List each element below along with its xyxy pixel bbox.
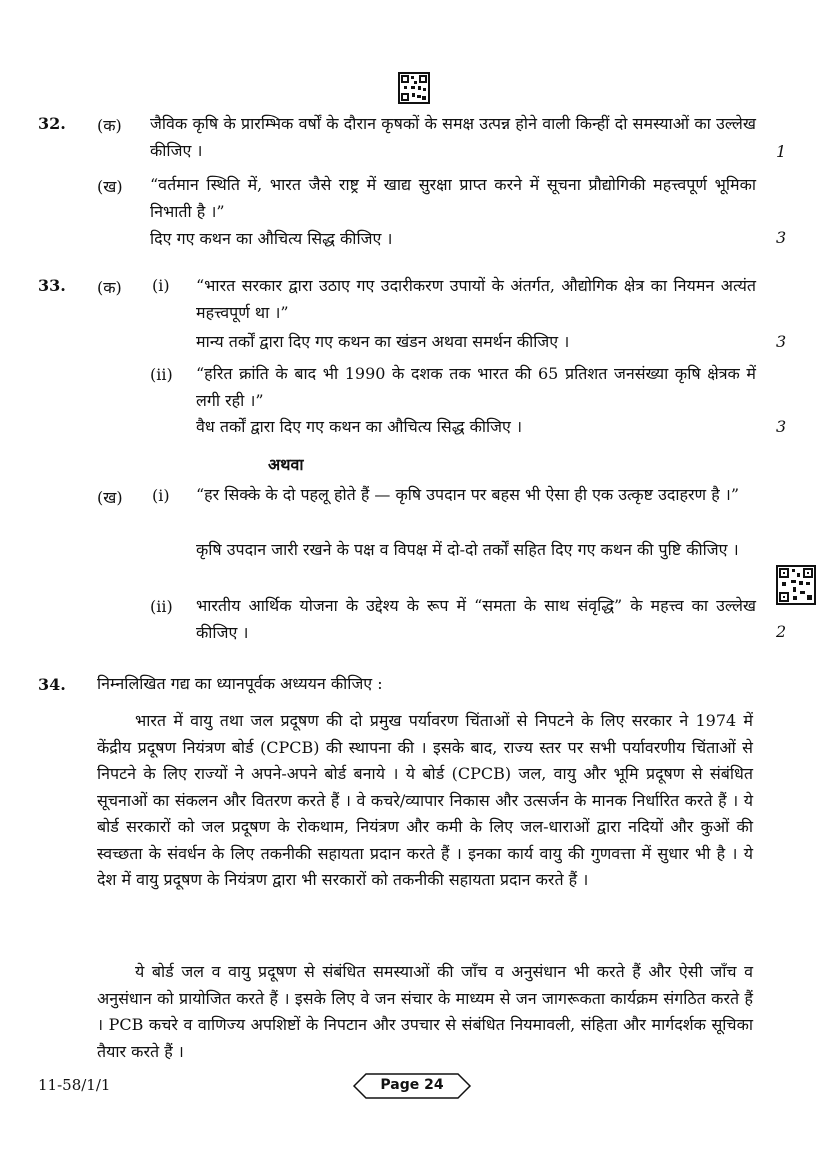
q33-a-i-quote: “भारत सरकार द्वारा उठाए गए उदारीकरण उपायों के अंतर्गत, औद्योगिक क्षेत्र का नियमन अत्यंत महत्त्वपूर्ण था ।” <box>196 276 756 322</box>
q34-paragraph-2: ये बोर्ड जल व वायु प्रदूषण से संबंधित समस्याओं की जाँच व अनुसंधान भी करते हैं और ऐसी जाँच व अनुसंधान को प्रायोजित करते हैं । इसके लिए वे जन संचार के माध्यम से जन जागरूकता कार्यक्रम संगठित करते हैं । PCB कचरे व वाणिज्य अपशिष्टों के निपटान और उपचार से संबंधित नियमावली, संहिता और मार्गदर्शक सूचिका तैयार करते हैं । <box>97 962 753 1061</box>
question-number-34: 34. <box>38 675 66 694</box>
page-number-badge <box>352 1072 472 1100</box>
q33-a-i-instruction: मान्य तर्कों द्वारा दिए गए कथन का खंडन अथवा समर्थन कीजिए । <box>196 332 570 351</box>
q33-a-ii-label: (ii) <box>150 365 173 384</box>
qr-code-top <box>398 72 430 104</box>
q33-a-ii-instruction: वैध तर्कों द्वारा दिए गए कथन का औचित्य सिद्ध कीजिए । <box>196 417 523 436</box>
q32-a-text: जैविक कृषि के प्रारम्भिक वर्षों के दौरान कृषकों के समक्ष उत्पन्न होने वाली किन्हीं दो समस्याओं का उल्लेख कीजिए । <box>150 114 756 160</box>
q33-b-ii-marks: 2 <box>776 622 787 641</box>
q33-b-i-instruction: कृषि उपदान जारी रखने के पक्ष व विपक्ष में दो-दो तर्कों सहित दिए गए कथन की पुष्टि कीजिए । <box>196 540 739 559</box>
q32-b-instruction: दिए गए कथन का औचित्य सिद्ध कीजिए । <box>150 229 393 248</box>
question-number-32: 32. <box>38 114 66 133</box>
page-number: Page 24 <box>380 1077 444 1093</box>
qr-code-side <box>776 565 816 605</box>
or-label: अथवा <box>268 455 304 474</box>
q33-a-label: (क) <box>97 278 122 297</box>
q33-a-ii-marks: 3 <box>776 417 787 436</box>
q34-intro: निम्नलिखित गद्य का ध्यानपूर्वक अध्ययन कीजिए : <box>97 674 383 693</box>
q32-b-marks: 3 <box>776 228 787 247</box>
q33-a-i-marks: 3 <box>776 332 787 351</box>
q33-a-ii-quote: “हरित क्रांति के बाद भी 1990 के दशक तक भारत की 65 प्रतिशत जनसंख्या कृषि क्षेत्रक में लगी रही ।” <box>196 364 756 410</box>
q33-a-i-label: (i) <box>152 276 170 295</box>
q32-b-quote: “वर्तमान स्थिति में, भारत जैसे राष्ट्र में खाद्य सुरक्षा प्राप्त करने में सूचना प्रौद्योगिकी महत्त्वपूर्ण भूमिका निभाती है ।” <box>150 175 756 221</box>
q34-paragraph-1: भारत में वायु तथा जल प्रदूषण की दो प्रमुख पर्यावरण चिंताओं से निपटने के लिए सरकार ने 1974 में केंद्रीय प्रदूषण नियंत्रण बोर्ड (CPCB) की स्थापना की । इसके बाद, राज्य स्तर पर सभी पर्यावरणीय चिंताओं से निपटने के लिए राज्यों ने अपने-अपने बोर्ड बनाये । ये बोर्ड (CPCB) जल, वायु और भूमि प्रदूषण से संबंधित सूचनाओं का संकलन और वितरण करते हैं । वे कचरे/व्यापार निकास और उत्सर्जन के मानक निर्धारित करते हैं । ये बोर्ड सरकारों को जल प्रदूषण के रोकथाम, नियंत्रण और कमी के लिए जल-धाराओं द्वारा नदियों और कुओं की स्वच्छता के संवर्धन के लिए तकनीकी सहायता प्रदान करते हैं । इनका कार्य वायु की गुणवत्ता में सुधार भी है । ये देश में वायु प्रदूषण के नियंत्रण द्वारा भी सरकारों को तकनीकी सहायता प्रदान करते हैं । <box>97 711 753 889</box>
q33-b-i-quote: “हर सिक्के के दो पहलू होते हैं — कृषि उपदान पर बहस भी ऐसा ही एक उत्कृष्ट उदाहरण है ।” <box>196 485 740 504</box>
q32-b-label: (ख) <box>97 177 123 196</box>
question-number-33: 33. <box>38 276 66 295</box>
q33-b-i-label: (i) <box>152 486 170 505</box>
q32-a-marks: 1 <box>776 142 787 161</box>
qr-code-side-icon <box>778 567 814 603</box>
qr-code-top-icon <box>400 74 428 102</box>
q33-b-ii-label: (ii) <box>150 597 173 616</box>
paper-code: 11-58/1/1 <box>38 1076 111 1094</box>
q33-b-ii-text: भारतीय आर्थिक योजना के उद्देश्य के रूप में “समता के साथ संवृद्धि” के महत्त्व का उल्लेख कीजिए । <box>196 596 756 642</box>
q33-b-label: (ख) <box>97 488 123 507</box>
q32-a-label: (क) <box>97 116 122 135</box>
